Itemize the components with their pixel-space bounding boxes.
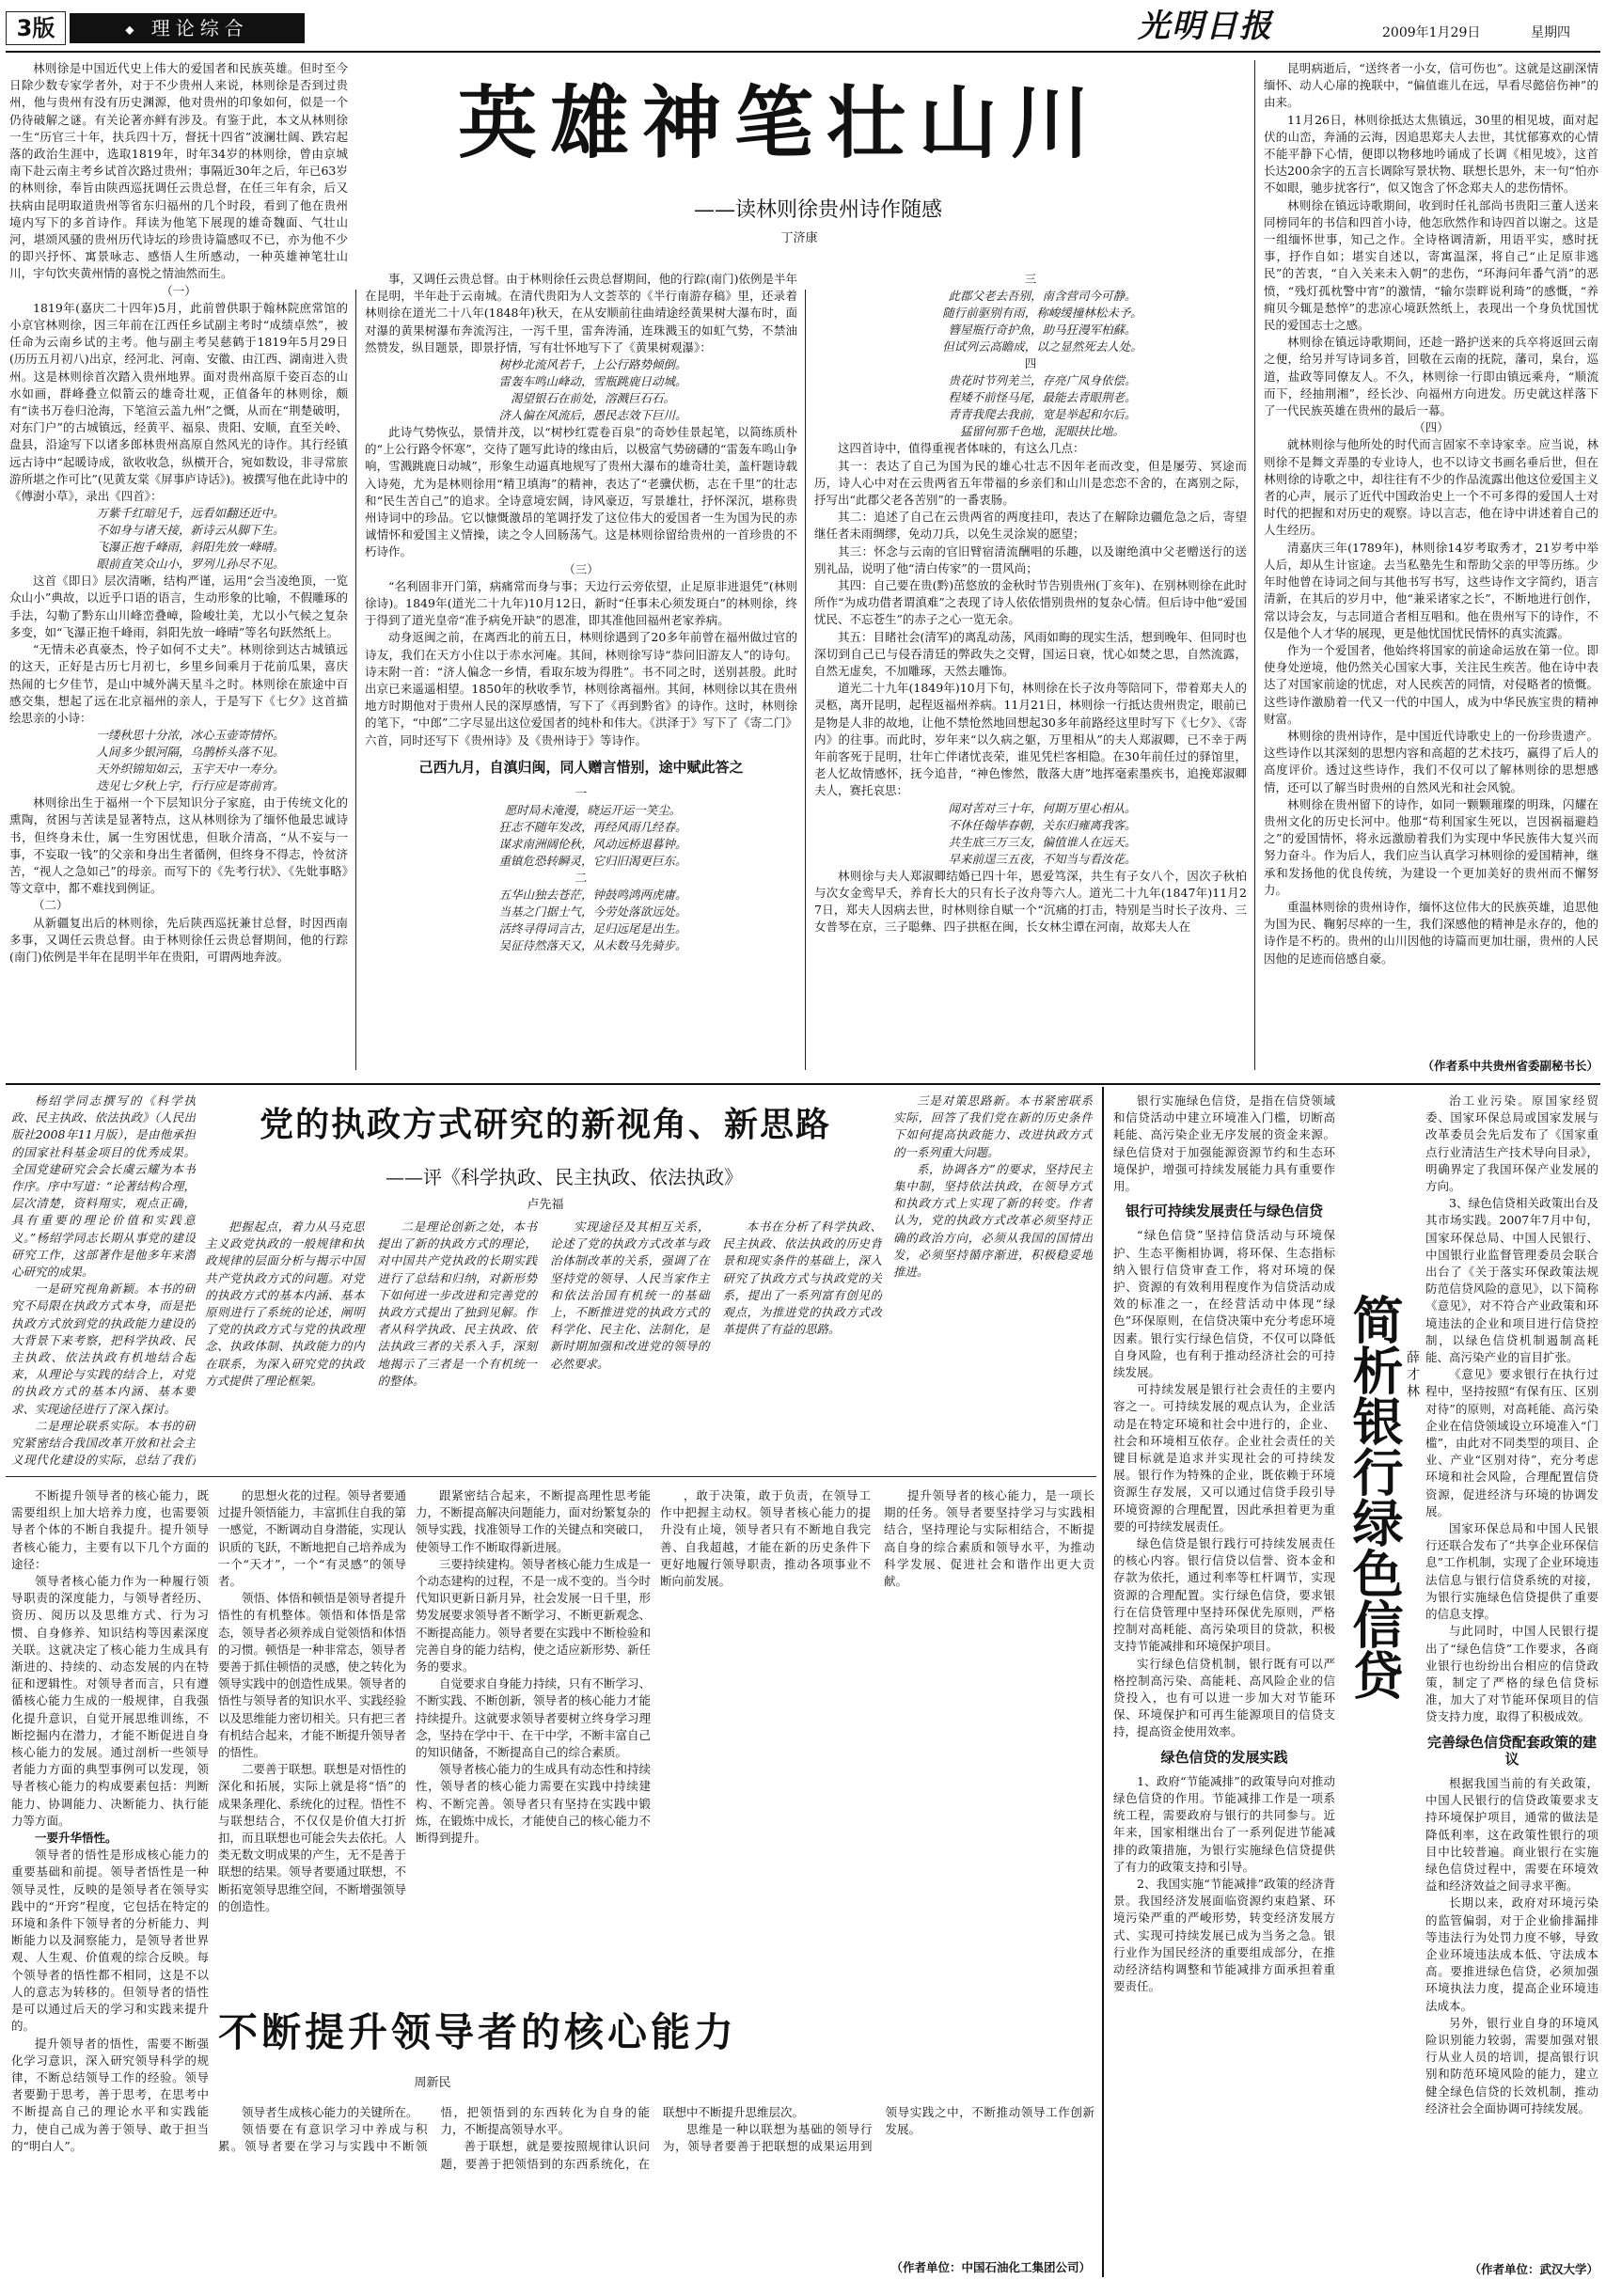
- paragraph: 其五：目睹社会(清军)的离乱动荡，风雨如晦的现实生活，想到晚年、但同时也深切到自己已与侵吞清廷的弊政失之交臂，国运日衰，忧心如焚之思，自然流露，自然无虚矣，不加雕琢，天然去雕饰。: [814, 629, 1247, 679]
- poem-line: 五华山独去苍茫，钟鼓鸣鸿两虎庸。: [498, 888, 687, 903]
- paragraph: 其二：追述了自己在云贵两省的两度挂印，表达了在解除边疆危急之后，寄望继任者未雨绸缪，免动刀兵，以免生灵涂炭的愿望；: [814, 510, 1247, 542]
- paragraph: （二）: [33, 898, 69, 913]
- paragraph: 领导者生成核心能力的关键所在。: [242, 2105, 418, 2119]
- section-rule: [6, 1476, 1096, 1477]
- section-rule: [6, 1083, 1600, 1085]
- paragraph: 领导者核心能力的生成具有动态性和持续性，领导者的核心能力需要在实践中持续建构、不断完善。领导者只有坚持在实践中锻炼，在锻炼中成长，才能使自己的核心能力不断得到提升。: [416, 1762, 651, 1846]
- paragraph: 这四首诗中，值得重视者体味的，有这么几点：: [838, 441, 1085, 456]
- paragraph: 长期以来，政府对环境污染的监管偏弱，对于企业偷排漏排等违法行为处罚力度不够，导致企业环境违法成本低、守法成本高。要推进绿色信贷，必须加强环境执法力度，提高企业环境违法成本。: [1425, 1895, 1598, 2013]
- column-divider: [1254, 60, 1255, 1070]
- poem: [814, 288, 1247, 355]
- paragraph: 领悟要在有意识学习中养成与积累。领导者要在学习与实践中不断领悟，把领悟到的东西转化为自身的能力，不断提高领导水平。: [218, 2105, 650, 2154]
- paragraph: 领悟、体悟和顿悟是领导者提升悟性的有机整体。领悟和体悟是常态，领导者必须养成自觉领悟和体悟的习惯。顿悟是一种非常态，领导者要善于抓住顿悟的灵感，使之转化为领导实践中的创造性成果。领导者的悟性与领导者的知识水平、实践经验以及思维能力密切相关。只有把三者有机结合起来，才能不断提升领导者的悟性。: [218, 1591, 406, 1760]
- paragraph: 林则徐是中国近代史上伟大的爱国者和民族英雄。但时至今日除少数专家学者外，对于不少贵州人来说，林则徐是否到过贵州，他与贵州有没有历史渊源，他对贵州的印象如何，似是一个仍待破解之谜。有关论著亦鲜有涉及。有鉴于此，本文从林则徐一生“历官三十年，扶兵四十万，督抚十四省”波澜壮阔、跌宕起落的政治生涯中，选取1819年，时年34岁的林则徐，曾由京城南下赴云南主考乡试首次路过贵州；事隔近30年之后，年已63岁的林则徐，奉旨由陕西巡抚调任云贵总督，在任三年有余，后又扶病由昆明取道贵州等省东归福州的几个时段，看到了他在贵州境内写下的多首诗作。拜读为他笔下展现的雄奇魏面、气壮山河，堪颂风骚的贵州历代诗坛的珍贵诗篇感叹不已，亦为他不少的即兴抒怀、寓景咏志、感悟人生所感动，一种英雄神笔壮山川，宇句饮夹黄州情的喜悦之情油然而生。: [9, 61, 348, 281]
- article-3-author-note: （作者单位：中国石油化工集团公司）: [890, 2260, 1091, 2274]
- section-marker: （一）: [161, 283, 197, 298]
- article-2-subtitle: ——评《科学执政、民主执政、依法执政》: [386, 1166, 743, 1188]
- column-divider: [355, 290, 356, 1070]
- article-1-author-note: （作者系中共贵州省委副秘书长）: [1422, 1059, 1598, 1073]
- poem-line: 青青我爬去我前，宽是举起和尔后。: [948, 407, 1137, 422]
- poem-line: 贵花时节列羌兰，存亮广凤身依偿。: [948, 373, 1137, 388]
- article-1-author: 丁济康: [780, 231, 818, 245]
- poem-line: 不休任翰毕春朝，关东归雍离我客。: [948, 817, 1137, 832]
- poem-line: 树杪北流风若千，上公行路势倾倒。: [498, 357, 687, 372]
- paragraph: 林则徐出生于福州一个下层知识分子家庭，由于传统文化的熏陶，贫困与苦读是显著特点，这从林则徐为了缅怀他最忠诚诗书，但终身未仕，属一生穷困忧患，但耿介清高，“从不妄与一事，不妄取一钱”的父亲和身出生者循例，但终身不得志，怜贫济苦，“视人之急如己”的母亲。而写下的《先考行状》、《先妣事略》等文章中，都不难找到例证。: [9, 795, 348, 896]
- article-3-column-2: [218, 1487, 406, 1958]
- poem-line: 随行前驱别有雨，称峻缓撞林松未予。: [942, 306, 1142, 321]
- article-3-column-1: [11, 1487, 209, 2277]
- paragraph: 跟紧密结合起来，不断提高理性思考能力，不断提高解决问题能力，面对纷繁复杂的领导实践，找准领导工作的关键点和突破口，使领导工作不断取得新进展。: [416, 1488, 651, 1554]
- poem-line: 但试列云高瞻成，以之显然死去人处。: [942, 339, 1142, 354]
- paragraph: 实行绿色信贷机制，银行既有可以严格控制高污染、高能耗、高风险企业的信贷投入，也有可以进一步加大对节能环保、环境保护和可再生能源项目的信贷支持，提高资金使用效率。: [1113, 1656, 1335, 1739]
- paragraph: ，敢于决策，敢于负责，在领导工作中把握主动权。领导者核心能力的提升没有止境，领导者只有不断地自我完善、自我超越，才能在新的历史条件下更好地履行领导职责，推动各项事业不断向前发展。: [660, 1488, 871, 1589]
- article-4: [1106, 1087, 1606, 2281]
- article-1: [0, 55, 1606, 1079]
- article-2-title: 党的执政方式研究的新视角、新思路: [259, 1106, 831, 1144]
- article-2-author: 卢先福: [527, 1198, 564, 1212]
- paragraph: 二是理论联系实际。本书的研究紧密结合我国改革开放和社会主义现代化建设的实际，总结了我们: [11, 1418, 196, 1468]
- poem-line: 渴望银石在前处，溶溅巨石石。: [510, 391, 675, 406]
- paragraph: 林则徐与夫人郑淑卿结婚已四十年，恩爱笃深，共生有子女八个，因次子秋柏与次女金鸾早夭，养育长大的只有长子汝舟等六人。道光二十九年(1847年)11月27日，郑夫人因病去世，时林则徐自赋一个“沉痛的打击，特别是当时长子汝舟、三女普琴在京，三子聪彝、四子拱枢在闽，长女林尘谭在河南，故郑夫人在: [814, 868, 1247, 935]
- poem-line: 天外织锦知如云，玉宇天中一寿分。: [96, 762, 285, 777]
- paragraph: 杨绍学同志撰写的《科学执政、民主执政、依法执政》（人民出版社2008年11月版），是由他承担的国家社科基金项目的优秀成果。全国党建研究会会长虞云耀为本书作序。序中写道：“论著结构合理，层次清楚，资料翔实，观点正确，具有重要的理论价值和实践意义。”杨绍学同志长期从事党的建设研究工作，这部著作是他多年来潜心研究的成果。: [11, 1093, 196, 1280]
- section-marker: 二: [575, 871, 588, 886]
- section-bullet-icon: ◆: [125, 23, 140, 37]
- article-3: [0, 1480, 1100, 2279]
- page-header: [0, 0, 1606, 56]
- paragraph: 本书在分析了科学执政、民主执政、依法执政的历史背景和现实条件的基础上，深入研究了执政方式与执政党的关系，提出了一系列富有创见的观点，为推进党的执政方式改革提供了有益的思路。: [722, 1219, 882, 1337]
- paragraph: 从新疆复出后的林则徐，先后陕西巡抚兼甘总督，时因西南多事，又调任云贵总督。由于林则徐任云贵总督期间，他的行踪(南门)依例是半年在昆明半年在贵阳，可谓两地奔波。: [9, 915, 348, 964]
- section-marker: 三: [1024, 272, 1037, 286]
- article-3-author: 周新民: [414, 2076, 451, 2090]
- paragraph: 银行实施绿色信贷，是指在信贷领域和信贷活动中建立环境准入门槛，切断高耗能、高污染企业无序发展的资金来源。绿色信贷对于加强能源资源节约和生态环境保护，增强可持续发展能力具有重要作用。: [1113, 1093, 1335, 1194]
- paragraph: 就林则徐与他所处的时代而言固家不幸诗家幸。应当说，林则徐不是舞文弄墨的专业诗人，也不以诗文书画名垂后世，但在林则徐的诗歌之中，却往往有不少的作品流露出他这位爱国主义者的心声，展示了近代中国政治史上一个不可多得的爱国人士对时代的把握和对历史的观察。诗以言志，他在诗中讲述着自己的人生经历。: [1264, 437, 1598, 538]
- article-3-column-3: [416, 1487, 651, 1958]
- paragraph: 另外，银行业自身的环境风险识别能力较弱，需要加强对银行从业人员的培训，提高银行识别和防范环境风险的能力，建立健全绿色信贷的长效机制，推动经济社会全面协调可持续发展。: [1425, 2015, 1598, 2115]
- paragraph: 11月26日，林则徐抵达太焦镇远，30里的相见坡，面对起伏的山峦，奔涌的云海，因追思郑夫人去世，其忧郁寡欢的心情不能平静下心情，便即以物移地吟诵成了长调《相见坡》，这首长达200余字的五言长调除写景状物、联想长思外，末一句“怕亦不如眼，驰步扰客行”，似又饱含了怀念郑夫人的悲伤情怀。: [1264, 112, 1598, 196]
- poem-line: 活终寻得词言古，足归远尾是出生。: [498, 921, 687, 936]
- paragraph: 《意见》要求银行在执行过程中，坚持按照“有保有压、区别对待”的原则，对高耗能、高污染企业在信贷领域设立环境准入“门槛”，由此对不同类型的项目、企业、产业“区别对待”，充分考虑环境和社会风险，合理配置信贷资源，促进经济与环境的协调发展。: [1425, 1367, 1598, 1518]
- poem-line: 眼前直笑众山小，罗列儿孙尽不见。: [96, 557, 285, 572]
- article-1-column-1: [9, 60, 348, 1076]
- poem-line: 飞瀑正抱千峰雨，斜阳先放一峰晴。: [96, 540, 285, 555]
- paragraph: 不断提升领导者的核心能力，既需要组织上加大培养力度，也需要领导者个体的不断自我提升。提升领导者核心能力，主要有以下几个方面的途径：: [11, 1488, 209, 1571]
- poem: [365, 802, 797, 870]
- article-3-column-4: [660, 1487, 1094, 1958]
- article-4-author: 薛才林: [1405, 1350, 1420, 1401]
- poem-line: 程矮不前怪马尾，最能去青眼荆老。: [948, 390, 1137, 405]
- poem-line: 济人偏在风流后，愚民志效下巨川。: [498, 408, 687, 423]
- article-2-body: [205, 1219, 882, 1467]
- column-divider: [805, 290, 806, 1070]
- paragraph: 国家环保总局和中国人民银行还联合发布了“共享企业环保信息”工作机制，实现了企业环境违法信息与银行信贷系统的对接，为银行实施绿色信贷提供了重要的信息支撑。: [1425, 1521, 1598, 1622]
- paragraph: 根据我国当前的有关政策，中国人民银行的信贷政策要求支持环境保护项目，通常的做法是降低利率，这在政策性银行的项目中比较普遍。商业银行在实施绿色信贷过程中，需要在环境效益和经济效益之间寻求平衡。: [1425, 1775, 1598, 1894]
- paragraph: 其四：自己要在贵(黔)茁悠放的金秋时节告别贵州(丁亥年)、在别林则徐在此时所作“为成功借者谓滇难”之表现了诗人依依惜别贵州的复杂心情。但后诗中他“爱国忧民、不忘苍生”的赤子之心一览无余。: [814, 578, 1247, 627]
- article-4-author-note: （作者单位：武汉大学）: [1469, 2262, 1598, 2276]
- poem: [814, 800, 1247, 868]
- paragraph: 与此同时，中国人民银行提出了“绿色信贷”工作要求，各商业银行也纷纷出台相应的信贷政策，制定了严格的绿色信贷标准，加大了对节能环保项目的信贷支持力度，取得了积极成效。: [1425, 1624, 1598, 1724]
- paragraph: 绿色信贷是银行践行可持续发展责任的核心内容。银行信贷以信誉、资本金和存款为依托，通过利率等杠杆调节，实现资源的合理配置。实行绿色信贷，要求银行在信贷管理中坚持环保优先原则，严格控制对高耗能、高污染项目的贷款，积极支持节能减排和环境保护项目。: [1113, 1536, 1335, 1654]
- paragraph: 领导者的悟性是形成核心能力的重要基础和前提。领导者悟性是一种领导灵性，反映的是领导者在领导实践中的“开窍”程度，它包括在特定的环境和条件下领导者的分析能力、判断能力以及洞察能力，是领导者世界观、人生观、价值观的综合反映。每个领导者的悟性都不相同，这是不以人的意志为转移的。但领导者的悟性是可以通过后天的学习和实践来提升的。: [11, 1848, 209, 2034]
- poem: [365, 887, 797, 954]
- paragraph: 其一：表达了自己为国为民的雄心壮志不因年老而改变，但是屡劳、冥途而历，诗人心中对在云贵两省五年带福的乡亲们和山川是恋恋不舍的，在离别之际，抒写出“此郡父老各苦别”的一番衷肠。: [814, 458, 1247, 508]
- paragraph: 1、政府“节能减排”的政策导向对推动绿色信贷的作用。节能减排工作是一项系统工程，需要政府与银行的共同参与。近年来，国家相继出台了一系列促进节能减排的政策措施，为银行实施绿色信贷提供了有力的政策支持和引导。: [1113, 1773, 1335, 1874]
- paragraph: 1819年(嘉庆二十四年)5月，此前曾供职于翰林院庶常馆的小京官林则徐，因三年前在江西任乡试副主考时“成绩卓然”，被任命为云南乡试的主考。他与副主考吴慈鹤于1819年5月29日(历历五月初八)出京，经河北、河南、安徽、由江西、湖南进入贵州。这是林则徐首次踏入贵州地界。面对贵州高原千姿百态的山水如画，群峰叠立似箭云的雄奇壮观，正值备年的林则徐，颇有“读书万卷归沧海，下笔渲云盖九州”之慨，从而在“荆楚破明，对东门户”的古城镇远，经黄平、福泉、贵阳、安顺，直至关岭、盘县，沿途写下以诸多郎林贵州高原自然风光的诗作。其行经镇远古诗中“起暖诗成，欲收收急，纵横开合，宛如数设，非寻常旅游所堪之作可比”(见黄友棠《屏事庐诗话》)。被撰写他在此诗中的《傅澍小草》，录出《四首》：: [9, 300, 348, 504]
- article-1-subtitle: ——读林则徐贵州诗作随感: [693, 198, 942, 222]
- paragraph: 把握起点，着力从马克思主义政党执政的一般规律和执政规律的层面分析与揭示中国共产党执政方式的问题。对党的执政方式的基本内涵、基本原则进行了系统的论述，阐明了党的执政方式与党的执政理念、执政体制、执政能力的内在联系，为深入研究党的执政方式提供了理论框架。: [205, 1219, 365, 1388]
- header-rule: [6, 51, 1600, 53]
- poem-line: 万紫千红暗见千，远看如翻还近中。: [96, 506, 285, 521]
- poem-line: 闻对苦对三十年，何期万里心相从。: [948, 800, 1137, 815]
- paragraph: “绿色信贷”坚持信贷活动与环境保护、生态平衡相协调，将环保、生态指标纳入银行信贷审查工作，将对环境的保护、资源的有效利用程度作为信贷活动成效的标准之一，在经营活动中体现“绿色”环保原则，在信贷决策中充分考虑环境因素。银行实行绿色信贷，不仅可以降低自身风险，也有利于推动经济社会的可持续发展。: [1113, 1228, 1335, 1380]
- paragraph: 林则徐在镇远诗歌期间，还趁一路护送来的兵卒将返回云南之便，给另并写诗词多首，回敬在云南的抚院，藩司，臬台，巡道，盐政等同僚友人。不久，林则徐一行即由镇远乘舟，“顺流而下，经抽荆湘”，经长沙、向福州方向进发。历史就这样落下了一代民族英雄在贵州的最后一幕。: [1264, 335, 1598, 418]
- article-3-subhead: 一要升华悟性。: [35, 1831, 118, 1846]
- article-4-title: [1341, 1294, 1404, 1700]
- paragraph: 林则徐在贵州留下的诗作，如同一颗颗璀璨的明珠，闪耀在贵州文化的历史长河中。他那“苟利国家生死以，岂因祸福避趋之”的爱国情怀，将永远激励着我们为实现中华民族伟大复兴而努力奋斗。作为后人，我们应当认真学习林则徐的爱国精神，继承和发扬他的优良传统，为建设一个更加美好的贵州而不懈努力。: [1264, 796, 1598, 897]
- poem-line: 吴征待然落天又，从未数马先骑步。: [498, 938, 687, 953]
- paragraph: 昆明病逝后，“送终者一小女，信可伤也”。这就是这副深情缅怀、动人心扉的挽联中，“偏值谁儿在远，早看尽懿倍伤神”的由来。: [1264, 61, 1598, 110]
- poem-line: 早来前逞三五夜，不知当与看汝花。: [948, 851, 1137, 866]
- section-marker: 一: [575, 785, 588, 800]
- article-2-body-2: [893, 1093, 1093, 1469]
- article-1-column-4: [1264, 60, 1598, 1057]
- paragraph: 可持续发展是银行社会责任的主要内容之一。可持续发展的观点认为，企业活动是在特定环境和社会中进行的，企业、社会和环境相互依存。企业社会责任的关键目标就是追求并实现社会的可持续发展。银行作为特殊的企业，既依赖于环境资源生存发展，又可以通过信贷手段引导环境资源的合理配置，因此承担着更为重要的可持续发展责任。: [1113, 1382, 1335, 1533]
- paragraph: 林则徐在镇远诗歌期间，收到时任礼部尚书贵阳三董人送来同榜同年的书信和四首小诗，他怎欣然作和诗四首以谢之。这是一组缅怀世事，知己之作。全诗格调清新，用语平实，感时抚事，抒作自如；堪实自述以，寄寓温深，将自己“止足原非逃民”的苦衷，“自入关来未入朝”的悲伤，“环海问年番气消”的恶愤，“残灯孤枕警中宵”的激情，“输尔崇畔说利琦”的感慨，“养痈贝今辄是愁悴”的悲凉心境跃然纸上，表现出一个身负忧国忧民的爱国志士之感。: [1264, 197, 1598, 333]
- poem-line: 重镇危恐转瞬灵，它归旧渴更巨东。: [498, 854, 687, 869]
- poem: [9, 505, 348, 573]
- paragraph: 提升领导者的核心能力，是一项长期的任务。领导者要坚持学习与实践相结合，坚持理论与实际相结合，不断提高自身的综合素质和领导水平，为推动科学发展、促进社会和谐作出更大贡献。: [884, 1488, 1094, 1589]
- page-number: 3版: [6, 11, 66, 45]
- article-4-subhead: 绿色信贷的发展实践: [1160, 1748, 1288, 1766]
- poem-line: 谋求南洲阔伦秋，风动远桥退暮钟。: [498, 837, 687, 852]
- paragraph: 其三：怀念与云南的官旧臂宿清流酬唱的乐趣，以及谢绝滇中父老赠送行的送别礼品，说明了他“清白传家”的一贯风尚；: [814, 543, 1247, 575]
- paragraph: 事，又调任云贵总督。由于林则徐任云贵总督期间，他的行踪(南门)依例是半年在昆明，半年赴于云南城。在清代贵阳为人文荟萃的《半行南游存稿》里，还录着林则徐在道光二十八年(1848年)秋天，在从安顺前往曲靖途经黄果树大瀑布时，面对瀑的黄果树瀑布奔流泻注，一泻千里，雷奔涛涌，连珠溅玉的如虹气势，不禁油然赞发，纵目题景，即景抒情，写有壮怀地写下了《黄果树观瀑》：: [365, 272, 797, 354]
- article-3-bottom: [218, 2104, 1094, 2264]
- paragraph: 的思想火花的过程。领导者要通过提升领悟能力，丰富抓住自我的第一感觉，不断调动自身潜能，实现认识质的飞跃，不断地把自己培养成为一个“天才”，一个“有灵感”的领导者。: [218, 1488, 406, 1589]
- paragraph: 系，协调各方”的要求，坚持民主集中制，坚持依法执政，在领导方式和执政方式上实现了新的转变。作者认为，党的执政方式改革必须坚持正确的政治方向，必须从我国的国情出发，必须坚持循序渐进，积极稳妥地推进。: [893, 1161, 1093, 1280]
- article-4-column-2: [1425, 1093, 1598, 2273]
- article-4-column-1: [1113, 1093, 1335, 2273]
- article-4-title-text: 简析银行绿色信贷: [1345, 1294, 1404, 1700]
- poem: [9, 727, 348, 794]
- paragraph: 林则徐的贵州诗作，是中国近代诗歌史上的一份珍贵遗产。这些诗作以其深刻的思想内容和高超的艺术技巧，赢得了后人的高度评价。透过这些诗作，我们不仅可以了解林则徐的思想感情，还可以了解当时贵州的自然风光和社会风貌。: [1264, 728, 1598, 794]
- section-label: [70, 13, 305, 43]
- article-2-intro: [11, 1093, 196, 1469]
- poem-line: 簪屋瓶行奇护魚，助马狂漫军柏蘇。: [948, 322, 1137, 338]
- issue-date: 2009年1月29日: [1382, 25, 1481, 40]
- article-1-column-3: [814, 271, 1247, 1070]
- poem: [814, 372, 1247, 440]
- poem-line: 雷轰车鸣山峰动，雪瓶跳鹿日动城。: [498, 374, 687, 389]
- section-marker: （三）: [563, 561, 599, 576]
- article-1-title: 英雄神笔壮山川: [457, 77, 1103, 169]
- section-divider: [1102, 1087, 1104, 2277]
- paragraph: 自觉要求自身能力持续，只有不断学习、不断实践、不断创新，领导者的核心能力才能持续提升。这就要求领导者要树立终身学习理念，坚持在学中干、在干中学，不断丰富自己的知识储备，不断提高自己的综合素质。: [416, 1676, 651, 1760]
- paragraph: “名利固非开门第，病痛常而身与事；天边行云旁依望，止足原非进退凭”(林则徐诗)。1849年(道光二十九年)10月12日，新时“任事未心须发斑白”的林则徐，终于得到了道光皇帝“准予病免开缺”的恩准，即其准他回福州老家养病。: [365, 578, 797, 628]
- paragraph: 二要善于联想。联想是对悟性的深化和拓展，实际上就是将“悟”的成果条理化、系统化的过程。悟性不与联想结合，不仅仅是价值大打折扣，而且联想也可能会失去依托。人类无数文明成果的产生，无不是善于联想的结果。领导者要通过联想，不断拓宽领导思维空间，不断增强领导的创造性。: [218, 1762, 406, 1913]
- paragraph: 善于联想，就是要按照规律认识问题，要善于把领悟到的东西系统化，在联想中不断提升思维层次。: [440, 2105, 805, 2171]
- paragraph: 领导者核心能力作为一种履行领导职责的深度能力，与领导者经历、资历、阅历以及思维方式、行为习惯、自身修养、知识结构等因素深度关联。这就决定了核心能力生成具有渐进的、持续的、动态发展的内在特征和逻辑性。对领导者而言，只有遵循核心能力生成的一般规律，自我强化提升意识，自觉开展思维训练，不断挖掘内在潜力，才能不断促进自身核心能力的发展。通过剖析一些领导者能力方面的典型事例可以发现，领导者核心能力的构成要素包括：判断能力、协调能力、决断能力、执行能力等方面。: [11, 1574, 209, 1828]
- paragraph: 治工业污染。原国家经贸委、国家环保总局或国家发展与改革委员会先后发布了《国家重点行业清洁生产技术导向目录》，明确界定了我国环保产业发展的方向。: [1425, 1093, 1598, 1194]
- poem-line: 一缕秋思十分浓，冰心玉壶寄情怀。: [96, 728, 285, 743]
- poem-line: 不如身与诸天接，新诗云从脚下生。: [96, 523, 285, 538]
- paragraph: 重温林则徐的贵州诗作，缅怀这位伟大的民族英雄，追思他为国为民、鞠躬尽瘁的一生，我们深感他的精神是永存的，他的诗作是不朽的。贵州的山川因他的诗篇而更加壮丽，贵州的人民因他的足迹而倍感自豪。: [1264, 899, 1598, 966]
- article-4-subhead: 银行可持续发展责任与绿色信贷: [1125, 1203, 1323, 1220]
- article-1-column-2: [365, 271, 797, 1070]
- poem-line: 共生底三万三友，偏值谁人在远天。: [948, 834, 1137, 849]
- article-3-title: 不断提升领导者的核心能力: [218, 2009, 738, 2055]
- poem-title: 己西九月，自滇归闽，同人赠言惜别，途中赋此答之: [418, 758, 744, 776]
- poem-line: 此郡父老去吾别，南含营司今可静。: [948, 289, 1137, 304]
- paragraph: 实现途径及其相互关系，论述了党的执政方式改革与政治体制改革的关系，强调了在坚持党的领导、人民当家作主和依法治国有机统一的基础上，不断推进党的执政方式的科学化、民主化、法制化，是新时期加强和改进党的领导的必然要求。: [550, 1219, 710, 1371]
- poem-line: 狂志不随年发改，再经风雨几经春。: [498, 820, 687, 835]
- paragraph: 2、我国实施“节能减排”政策的经济背景。我国经济发展面临资源约束趋紧、环境污染严重的严峻形势，转变经济发展方式、实现可持续发展已成为当务之急。银行业作为国民经济的重要组成部分，在推动经济结构调整和节能减排方面承担着重要责任。: [1113, 1876, 1335, 1994]
- issue-weekday: 星期四: [1531, 25, 1570, 40]
- paragraph: 道光二十九年(1849年)10月下旬，林则徐在长子汝舟等陪同下，带着郑夫人的灵柩，离开昆明，起程返福州养病。11月21日，林则徐一行抵达贵州贵定，眼前已是物是人非的故地，让他不禁怆然地回想起30多年前路经这里时写下《七夕》、《寄内》的往事。而此时，岁年来“以久病之躯，万里相从”的夫人郑淑卿，已不幸于两年前客死于昆明，壮年亡伴诸忧丧荣，谁见凭栏客相隐。在30年前任过的驿馆里，老人忆故情感怀，抚今追昔，“神色惨然，散落大唐”地挥毫索墨疾书，追挽郑淑卿夫人，赛托哀思：: [814, 681, 1247, 798]
- paragraph: 二是理论创新之处，本书提出了新的执政方式的理论，对中国共产党执政的长期实践进行了总结和归纳，对新形势下如何进一步改进和完善党的执政方式提出了独到见解。作者从科学执政、民主执政、依法执政三者的关系入手，深刻地揭示了三者是一个有机统一的整体。: [377, 1219, 537, 1388]
- paragraph: 3、绿色信贷相关政策出台及其市场实践。2007年7月中旬，国家环保总局、中国人民银行、中国银行业监督管理委员会联合出台了《关于落实环保政策法规防范信贷风险的意见》，以下简称《意见》，对不符合产业政策和环境违法的企业和项目进行信贷控制，以绿色信贷机制遏制高耗能、高污染产业的盲目扩张。: [1425, 1196, 1598, 1365]
- poem-line: 迭见七夕秋上宇，行行应是寄前宵。: [96, 778, 285, 794]
- poem: [365, 356, 797, 424]
- article-2: [0, 1087, 1100, 1472]
- paragraph: 一是研究视角新颖。本书的研究不局限在执政方式本身，而是把执政方式放到党的执政能力建设的大背景下来考察，把科学执政、民主执政、依法执政有机地结合起来，从理论与实践的结合上，对党的执政方式的基本内涵、基本要求、实现途径进行了深入探讨。: [11, 1282, 196, 1416]
- paragraph: 此诗气势恢弘，景情并茂，以“树杪红霓卷百泉”的奇妙佳景起笔，以简练质朴的“上公行路令怀寒”，交待了题写此诗的缘由后，以极富气势磅礴的“雷轰车鸣山争响，雪溅跳鹿日动城”，形象生动逼真地规写了贵州大瀑布的雄奇壮美，盖杆题诗载入诗苑，尤为是林则徐用“精卫填海”的精神，表达了“老骥伏枥，志在千里”的壮志和“民生苦自己”的追求。全诗意境宏阔，诗风豪迈，写景雄壮，抒怀深沉，堪称贵州诗词中的珍品。它以慷慨激昂的笔调抒发了这位伟大的爱国者一生为国为民的赤诚情怀和爱国主义情操，读之令人回肠荡气。这是林则徐留给贵州的一首珍贵的不朽诗作。: [365, 425, 797, 559]
- poem-line: 当基之门据士气，今劳处落欲远处。: [498, 904, 687, 920]
- paragraph: 这首《即日》层次清晰，结构严谨，运用“会当凌绝顶，一览众山小”典故，以近乎口语的语言，生动形象的比喻，不假雕琢的手法，勾勒了黔东山川峰峦叠嶂，险峻壮美，尤以小气候之复杂多变，如“飞瀑正抱千峰雨，斜阳先放一峰晴”等名句跃然纸上。: [9, 574, 348, 639]
- paragraph: 动身返闽之前，在离西北的前五日，林则徐遇到了20多年前曾在福州做过官的诗友，我们在天方小住以于赤水河庵。其间，林则徐写诗“恭问旧游友人”的诗句。诗末附一首：“济人偏念一乡情，看取东坡为得胜”。书不同之时，送别甚殷。此时出京已来遥遥相望。1850年的秋收季节，林则徐离福州。其间，林则徐以其在贵州地方时期他对于贵州人民的深厚感情，写下了《再到黔省》的诗作。这时，林则徐的笔下，“中郎”二字尽显出这位爱国者的纯朴和伟大。《洪泽于》写下了《寄二门》六首，同时还写下《贵州诗》及《贵州诗于》等诗作。: [365, 630, 797, 747]
- section-marker: （四）: [1413, 420, 1449, 435]
- poem-line: 猛留何那千色地，泥眼扶比地。: [959, 424, 1125, 439]
- section-marker: 四: [1024, 356, 1037, 371]
- paragraph: “无情未必真豪杰，怜子如何不丈夫”。林则徐到达古城镇远的这天，正好是古历七月初七，乡里乡间乘月于花前瓜果，喜庆热闹的七夕佳节，是山中城外满天星斗之时。林则徐在旅途中百感交集，想起了远在北京福州的亲人，于是写下《七夕》这首描绘思亲的小诗：: [9, 642, 348, 725]
- poem-line: 愿时局未淹漫，晓运开运一笑尘。: [504, 803, 682, 818]
- paragraph: 作为一个爱国者，他始终将国家的前途命运放在第一位。即使身处逆境，他仍然关心国家大事，关注民生疾苦。他在诗中表达了对国家前途的忧虑，对人民疾苦的同情，对侵略者的愤慨。这些诗作激励着一代又一代的中国人，成为中华民族宝贵的精神财富。: [1264, 642, 1598, 726]
- paragraph: 清嘉庆三年(1789年)，林则徐14岁考取秀才，21岁考中举人后，却从生计宦途。去当私塾先生和帮助父亲的甲等历练。少年时他曾在诗词之间与其他书写书写，这些诗作文字简约，语言清新，在其后的岁月中，他“兼采诸家之长”，不断地进行创作，常以诗会友，与志同道合者相互唱和。他在贵州写下的诗作，不仅是他个人才华的展现，更是他忧国忧民情怀的真实流露。: [1264, 540, 1598, 640]
- paragraph: 提升领导者的悟性，需要不断强化学习意识，深入研究领导科学的规律，不断总结领导工作的经验。领导者要勤于思考，善于思考，在思考中不断提高自己的理论水平和实践能力，使自己成为善于领导、敢于担当的“明白人”。: [11, 2036, 209, 2153]
- masthead-logo: 光明日报: [1138, 8, 1273, 45]
- poem-line: 人间多少银河隔，乌鹊桥头落不见。: [96, 745, 285, 760]
- article-4-subhead: 完善绿色信贷配套政策的建议: [1426, 1733, 1597, 1768]
- paragraph: 三要持续建构。领导者核心能力生成是一个动态建构的过程，不是一成不变的。当今时代知识更新日新月异，社会发展一日千里，形势发展要求领导者不断学习、不断更新观念、不断提高能力。领导者要在实践中不断检验和完善自身的能力结构，使之适应新形势、新任务的要求。: [416, 1556, 651, 1675]
- paragraph: 三是对策思路新。本书紧密联系实际，回答了我们党在新的历史条件下如何提高执政能力、改进执政方式的一系列重大问题。: [893, 1093, 1093, 1159]
- section-title: 理论综合: [150, 17, 249, 39]
- paragraph: 思维是一种以联想为基础的领导行为，领导者要善于把联想的成果运用到领导实践之中，不断推动领导工作创新发展。: [663, 2105, 1094, 2154]
